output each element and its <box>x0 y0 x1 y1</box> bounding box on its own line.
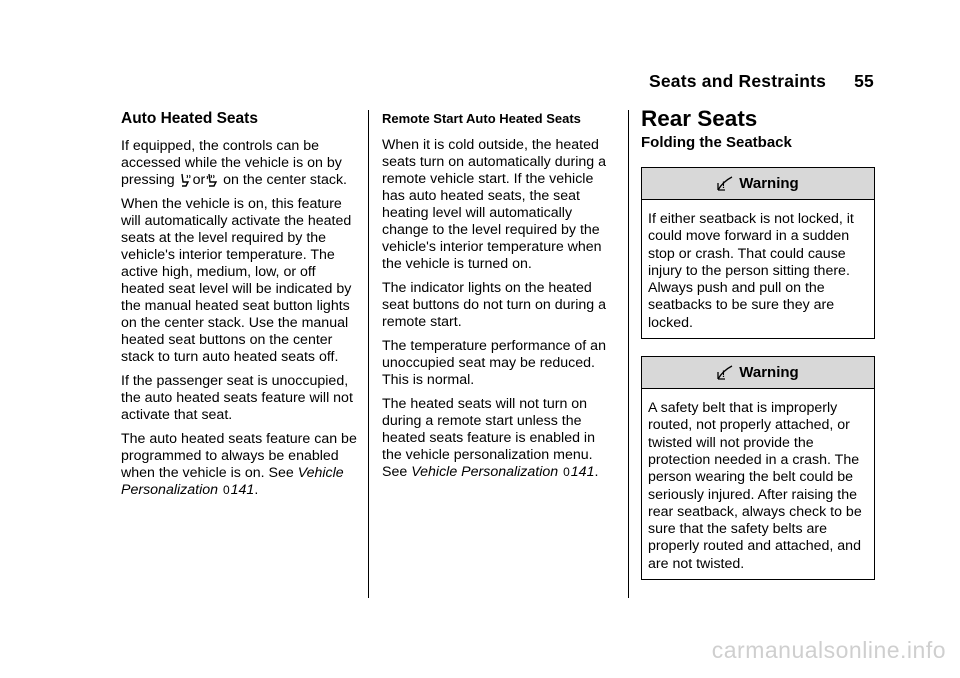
paragraph-text: on the center stack. <box>223 172 347 188</box>
page-ref-arrow-icon: 0 <box>222 483 230 497</box>
heated-seat-icon <box>180 173 192 187</box>
paragraph: The temperature performance of an unoccupied seat may be reduced. This is normal. <box>382 338 606 388</box>
paragraph-text: or <box>192 172 206 188</box>
page-header <box>649 71 874 92</box>
warning-label: Warning <box>739 175 799 192</box>
page-ref-number[interactable]: 141 <box>230 482 255 498</box>
warning-box <box>641 356 875 580</box>
column-divider-1 <box>368 110 369 598</box>
paragraph-text: The heated seats will not turn on during a remote start unless the heated seats feature is enabled in the vehicle personalization menu. See <box>382 396 595 480</box>
vehicle-personalization-link[interactable]: Vehicle Personalization <box>411 464 559 480</box>
paragraph-text: The auto heated seats feature can be programmed to always be enabled when the vehicle is on. See <box>121 431 357 481</box>
warning-icon <box>717 365 733 380</box>
page-number: 55 <box>854 71 874 91</box>
watermark: carmanualsonline.info <box>711 637 946 663</box>
warning-text: A safety belt that is improperly routed, not properly attached, or twisted will not provide the protection needed in a crash. The person wearing the belt could be seriously injured. After raising the rear seatback, always check to be sure that the safety belts are properly routed and attached, and are not twisted. <box>648 400 862 572</box>
folding-seatback-heading: Folding the Seatback <box>641 134 792 151</box>
rear-seats-title: Rear Seats <box>641 106 758 131</box>
page-ref-arrow-icon: 0 <box>563 465 570 479</box>
warning-header <box>642 168 874 200</box>
paragraph-text: If equipped, the controls can be accessed while the vehicle is on by pressing <box>121 138 342 188</box>
remote-start-heading: Remote Start Auto Heated Seats <box>382 111 581 126</box>
paragraph: When the vehicle is on, this feature will automatically activate the heated seats at the level required by the vehicle's interior temperature. The active high, medium, low, or off heated seat level will be indicated by the manual heated seat button lights on the center stack. Use the manual heated seat buttons on the center stack to turn auto heated seats off. <box>121 196 352 365</box>
paragraph: When it is cold outside, the heated seats turn on automatically during a remote vehicle start. If the vehicle has auto heated seats, the seat heating level will automatically change to the level required by the vehicle's interior temperature when the vehicle is turned on. <box>382 137 606 272</box>
paragraph <box>121 138 359 189</box>
auto-heated-seats-heading: Auto Heated Seats <box>121 110 258 127</box>
svg-text:!: ! <box>722 180 726 190</box>
paragraph <box>121 431 359 499</box>
svg-text:!: ! <box>722 369 726 380</box>
page-ref-number[interactable]: 141 <box>570 464 595 480</box>
heated-seatback-icon <box>206 173 218 187</box>
vehicle-personalization-link[interactable]: Vehicle Personalization <box>121 465 344 498</box>
warning-box <box>641 167 875 339</box>
column-2 <box>382 110 614 488</box>
period: . <box>594 464 599 480</box>
column-3 <box>641 106 875 597</box>
warning-icon <box>717 176 733 191</box>
warning-header <box>642 357 874 389</box>
warning-label: Warning <box>739 364 799 382</box>
paragraph <box>382 396 614 481</box>
period: . <box>254 482 259 498</box>
section-title: Seats and Restraints <box>649 71 827 91</box>
column-divider-2 <box>628 110 629 598</box>
column-1 <box>121 110 359 506</box>
paragraph: The indicator lights on the heated seat buttons do not turn on during a remote start. <box>382 280 607 330</box>
paragraph: If the passenger seat is unoccupied, the auto heated seats feature will not activate that seat. <box>121 373 353 423</box>
warning-text: If either seatback is not locked, it could move forward in a sudden stop or crash. That could cause injury to the person sitting there. Always push and pull on the seatbacks to be sure they are locked. <box>648 211 854 331</box>
